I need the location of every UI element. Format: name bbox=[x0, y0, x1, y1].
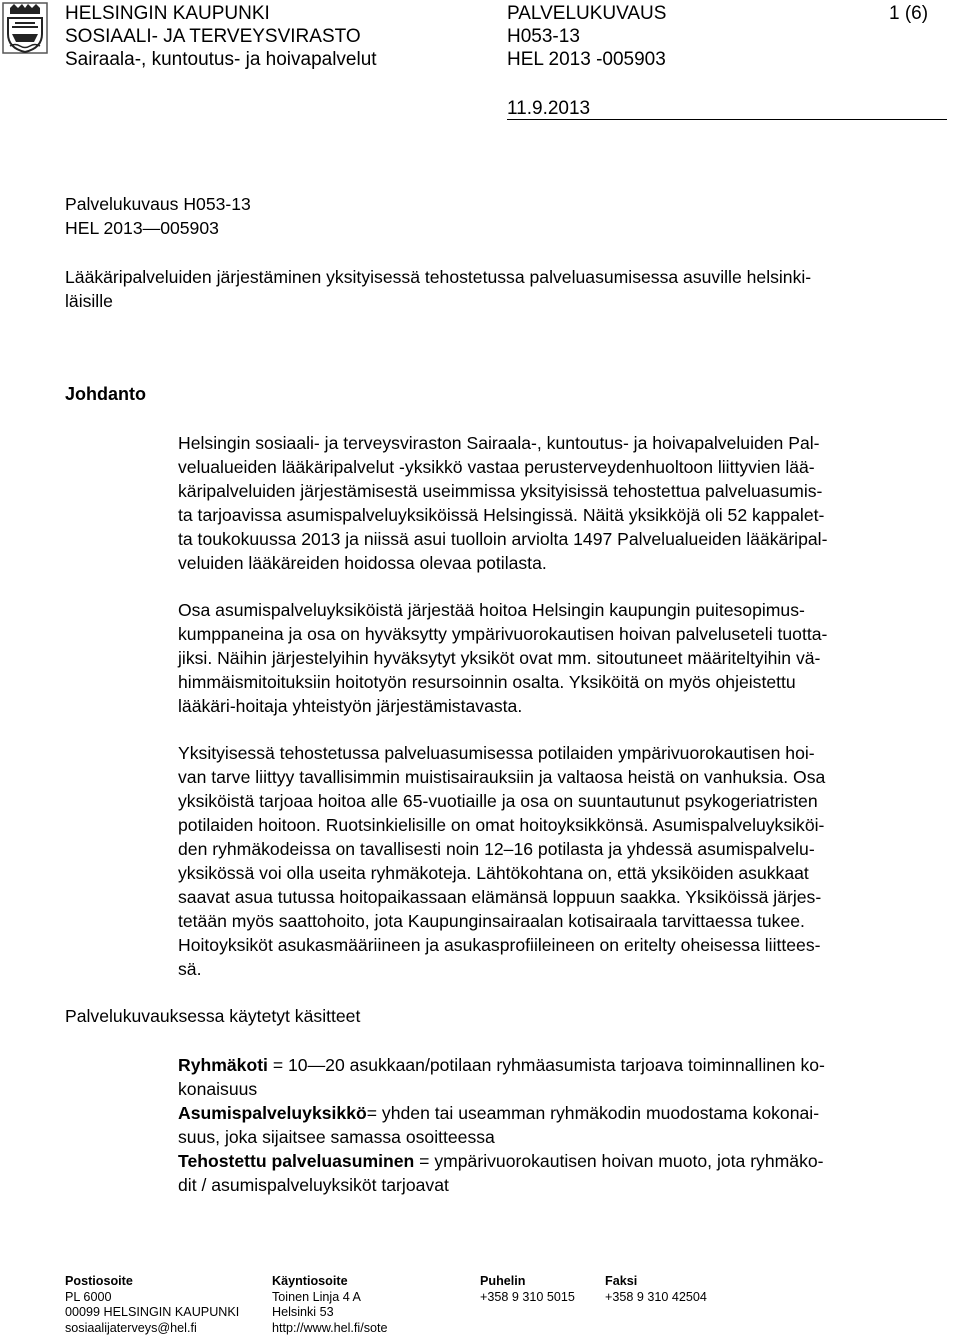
definition-text: = 10—20 asukkaan/potilaan ryhmäasumista tarjoava toiminnallinen ko- bbox=[267, 1055, 825, 1075]
paragraph-line: Helsingin sosiaali- ja terveysviraston Sairaala-, kuntoutus- ja hoivapalveluiden Pal- bbox=[178, 433, 820, 453]
paragraph bbox=[178, 431, 827, 575]
paragraph-line: Osa asumispalveluyksiköistä järjestää hoitoa Helsingin kaupungin puitesopimus- bbox=[178, 600, 805, 620]
paragraph bbox=[178, 598, 827, 718]
footer-value: 00099 HELSINGIN KAUPUNKI bbox=[65, 1305, 240, 1319]
paragraph-line: yksiköistä tarjoaa hoitoa alle 65-vuotiaille ja osa on suuntautunut psykogeriatristen bbox=[178, 791, 818, 811]
footer-label: Käyntiosoite bbox=[272, 1274, 348, 1288]
paragraph-line: ta toukokuussa 2013 ja niissä asui tuolloin arviolta 1497 Palvelualueiden lääkäripal- bbox=[178, 529, 828, 549]
paragraph-line: jiksi. Näihin järjestelyihin hyväksytyt yksiköt ovat mm. sitoutuneet määriteltyihin vä- bbox=[178, 648, 821, 668]
definition-text: konaisuus bbox=[178, 1079, 258, 1099]
definition-term: Asumispalveluyksikkö bbox=[178, 1103, 367, 1123]
footer-label: Faksi bbox=[605, 1274, 638, 1288]
document-info-block bbox=[507, 2, 666, 71]
document-date: 11.9.2013 bbox=[507, 98, 591, 119]
footer-visiting-address bbox=[272, 1274, 388, 1336]
paragraph-line: potilaiden hoitoon. Ruotsinkielisille on omat hoitoyksikkönsä. Asumispalveluyksiköi- bbox=[178, 815, 825, 835]
footer-label: Postiosoite bbox=[65, 1274, 133, 1288]
helsinki-coat-of-arms-icon bbox=[0, 0, 50, 56]
footer-value: Toinen Linja 4 A bbox=[272, 1289, 361, 1304]
terms-title: Palvelukuvauksessa käytetyt käsitteet bbox=[65, 1006, 361, 1026]
footer-label: Puhelin bbox=[480, 1274, 526, 1288]
paragraph-line: tetään myös saattohoito, jota Kaupunginsairaalan kotisairaala tarvittaessa tukee. bbox=[178, 911, 805, 931]
footer-postal-address bbox=[65, 1274, 239, 1336]
footer-value: PL 6000 bbox=[65, 1289, 112, 1304]
paragraph-line: van tarve liittyy tavallisimmin muistisairauksiin ja valtaosa heistä on vanhuksia. Osa bbox=[178, 767, 826, 787]
footer-value: +358 9 310 5015 bbox=[480, 1289, 575, 1304]
subject-line: läisille bbox=[65, 291, 113, 311]
division-name: Sairaala-, kuntoutus- ja hoivapalvelut bbox=[65, 49, 377, 70]
document-type: PALVELUKUVAUS bbox=[507, 3, 667, 24]
reference-line: HEL 2013—005903 bbox=[65, 218, 219, 238]
document-subject bbox=[65, 265, 935, 313]
document-code: H053-13 bbox=[507, 26, 580, 47]
footer-fax bbox=[605, 1274, 707, 1305]
paragraph-line: saavat asua tutussa hoitopaikassaan elämänsä loppuun saakka. Yksiköissä järjes- bbox=[178, 887, 822, 907]
department-name: SOSIAALI- JA TERVEYSVIRASTO bbox=[65, 26, 361, 47]
paragraph-line: käripalveluiden järjestämisestä useimmissa yksityisissä tehostettua palveluasumis- bbox=[178, 481, 823, 501]
footer-website[interactable]: http://www.hel.fi/sote bbox=[272, 1320, 388, 1335]
organization-block bbox=[65, 2, 377, 71]
section-heading: Johdanto bbox=[65, 384, 146, 404]
definition-term: Tehostettu palveluasuminen bbox=[178, 1151, 415, 1171]
definition-line bbox=[178, 1149, 825, 1173]
paragraph-line: Hoitoyksiköt asukasmääriineen ja asukasprofiileineen on eritelty oheisessa liittees- bbox=[178, 935, 821, 955]
paragraph-line: yksikössä voi olla useita ryhmäkoteja. Lähtökohtana on, että yksiköiden asukkaat bbox=[178, 863, 809, 883]
definitions-list bbox=[178, 1053, 825, 1197]
document-case-number: HEL 2013 -005903 bbox=[507, 49, 666, 70]
paragraph-line: den ryhmäkodeissa on tavallisesti noin 12–16 potilasta ja yhdessä asumispalvelu- bbox=[178, 839, 815, 859]
paragraph-line: lääkäri-hoitaja yhteistyön järjestämistavasta. bbox=[178, 696, 523, 716]
footer-phone bbox=[480, 1274, 575, 1305]
footer-value: +358 9 310 42504 bbox=[605, 1289, 707, 1304]
paragraph-line: himmäismitoituksiin hoitotyön resursoinnin osalta. Yksiköitä on myös ohjeistettu bbox=[178, 672, 796, 692]
org-name: HELSINGIN KAUPUNKI bbox=[65, 3, 270, 24]
reference-line: Palvelukuvaus H053-13 bbox=[65, 194, 251, 214]
definition-term: Ryhmäkoti bbox=[178, 1055, 268, 1075]
paragraph-line: veluiden lääkäreiden hoidossa olevaa potilasta. bbox=[178, 553, 547, 573]
definition-text: = yhden tai useamman ryhmäkodin muodostama kokonai- bbox=[366, 1103, 820, 1123]
paragraph-line: kumppaneina ja osa on hyväksytty ympärivuorokautisen hoivan palveluseteli tuotta- bbox=[178, 624, 828, 644]
definition-line bbox=[178, 1053, 825, 1077]
paragraph-line: ta tarjoavissa asumispalveluyksiköissä Helsingissä. Näitä yksikköjä oli 52 kappalet- bbox=[178, 505, 825, 525]
definition-text: suus, joka sijaitsee samassa osoitteessa bbox=[178, 1127, 495, 1147]
paragraph-line: Yksityisessä tehostetussa palveluasumisessa potilaiden ympärivuorokautisen hoi- bbox=[178, 743, 815, 763]
footer-email[interactable]: sosiaalijaterveys@hel.fi bbox=[65, 1320, 197, 1335]
page-number: 1 (6) bbox=[889, 3, 929, 24]
definition-text: = ympärivuorokautisen hoivan muoto, jota ryhmäko- bbox=[414, 1151, 824, 1171]
header-divider bbox=[507, 119, 947, 120]
paragraph-line: sä. bbox=[178, 959, 202, 979]
footer-value: Helsinki 53 bbox=[272, 1305, 334, 1319]
paragraph bbox=[178, 741, 825, 981]
reference-block bbox=[65, 192, 251, 240]
definition-text: dit / asumispalveluyksiköt tarjoavat bbox=[178, 1175, 449, 1195]
definition-line bbox=[178, 1101, 825, 1125]
subject-line: Lääkäripalveluiden järjestäminen yksityisessä tehostetussa palveluasumisessa asuville helsinki- bbox=[65, 267, 812, 287]
paragraph-line: velualueiden lääkäripalvelut -yksikkö vastaa perusterveydenhuoltoon liittyvien lää- bbox=[178, 457, 815, 477]
